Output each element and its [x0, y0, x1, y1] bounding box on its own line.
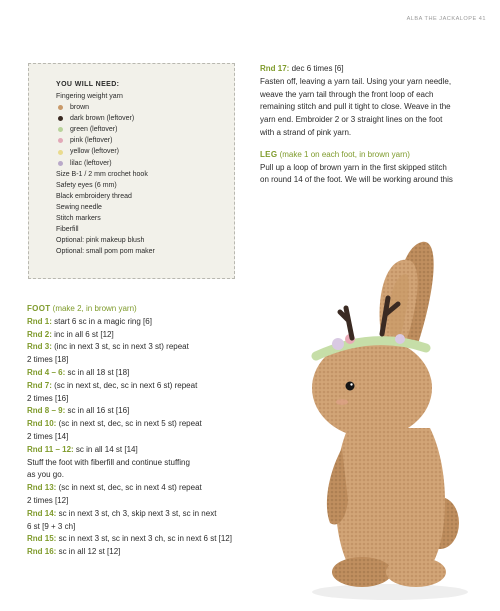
- instruction-line: [27, 457, 245, 470]
- instruction-line: [27, 367, 245, 380]
- instruction-line: [27, 495, 245, 508]
- yarn-label: pink (leftover): [70, 137, 113, 145]
- eye: [346, 382, 355, 391]
- round-label: Rnd 8 – 9:: [27, 406, 66, 416]
- instruction-text: (sc in next st, dec, sc in next 5 st) repeat: [56, 419, 202, 429]
- supply-item: Safety eyes (6 mm): [56, 181, 117, 189]
- supply-item: Black embroidery thread: [56, 192, 132, 200]
- foot-heading: [27, 303, 245, 316]
- round-label: Rnd 4 – 6:: [27, 367, 66, 377]
- materials-title: YOU WILL NEED:: [56, 81, 120, 88]
- right-column: [260, 63, 486, 187]
- round-label: Rnd 17:: [260, 64, 290, 73]
- yarn-list: [56, 102, 234, 169]
- round-label: Rnd 3:: [27, 342, 52, 352]
- instruction-line: [27, 444, 245, 457]
- yarn-label: yellow (leftover): [70, 148, 120, 156]
- instruction-text: 6 st [9 + 3 ch]: [27, 521, 76, 531]
- instruction-text: as you go.: [27, 470, 64, 480]
- leg-heading: [260, 149, 486, 162]
- paragraph-line: Fasten off, leaving a yarn tail. Using your yarn needle,: [260, 76, 452, 86]
- rnd-17-line: [260, 63, 486, 76]
- fasten-off-paragraph: [260, 76, 486, 140]
- yarn-item: [56, 124, 234, 135]
- yarn-label: brown: [70, 104, 90, 112]
- instruction-text: (inc in next 3 st, sc in next 3 st) repeat: [51, 342, 189, 352]
- instruction-line: [27, 316, 245, 329]
- yarn-label: dark brown (leftover): [70, 115, 135, 123]
- supply-item: Optional: pink makeup blush: [56, 237, 145, 245]
- round-label: Rnd 16:: [27, 547, 57, 557]
- round-label: Rnd 14:: [27, 508, 57, 518]
- body: [335, 428, 445, 568]
- instruction-text: sc in all 12 st [12]: [56, 547, 121, 557]
- left-antler: [340, 308, 352, 338]
- yarn-item: [56, 135, 234, 146]
- instruction-line: [27, 405, 245, 418]
- floor-shadow: [312, 584, 468, 600]
- supply-item: Fiberfill: [56, 226, 79, 234]
- instruction-text: 2 times [16]: [27, 393, 69, 403]
- instruction-text: Stuff the foot with fiberfill and continue stuffing: [27, 457, 190, 467]
- instruction-line: [27, 482, 245, 495]
- instruction-line: [27, 329, 245, 342]
- round-label: Rnd 11 – 12:: [27, 444, 74, 454]
- paragraph-line: on round 14 of the foot. We will be working around this: [260, 175, 453, 185]
- paragraph-line: remaining stitch and pull it tight to close. Weave in the: [260, 102, 451, 112]
- instruction-line: [27, 354, 245, 367]
- left-foot: [332, 557, 392, 587]
- supply-item: Size B-1 / 2 mm crochet hook: [56, 170, 148, 178]
- color-dot-icon: [58, 127, 63, 132]
- round-text: dec 6 times [6]: [289, 64, 344, 73]
- instruction-text: (sc in next st, dec, sc in next 6 st) repeat: [51, 380, 198, 390]
- round-label: Rnd 13:: [27, 483, 57, 493]
- round-label: Rnd 2:: [27, 329, 52, 339]
- supplies-list: [56, 169, 234, 258]
- color-dot-icon: [58, 116, 63, 121]
- leg-paragraph: [260, 162, 486, 188]
- instruction-line: [27, 546, 245, 559]
- foot-title: FOOT: [27, 304, 51, 313]
- supply-item: Sewing needle: [56, 203, 102, 211]
- paragraph-line: Pull up a loop of brown yarn in the first skipped stitch: [260, 162, 447, 172]
- running-header: ALBA THE JACKALOPE 41: [406, 16, 486, 22]
- yarn-label: lilac (leftover): [70, 159, 112, 167]
- round-label: Rnd 7:: [27, 380, 52, 390]
- instruction-line: [27, 469, 245, 482]
- instruction-line: [27, 341, 245, 354]
- instruction-line: [27, 393, 245, 406]
- instruction-text: sc in all 14 st [14]: [73, 444, 138, 454]
- yarn-item: [56, 158, 234, 169]
- round-label: Rnd 15:: [27, 534, 57, 544]
- yarn-label: green (leftover): [70, 126, 118, 134]
- round-label: Rnd 1:: [27, 316, 52, 326]
- supply-item: Optional: small pom pom maker: [56, 248, 155, 256]
- yarn-item: [56, 146, 234, 157]
- instruction-text: sc in all 16 st [16]: [65, 406, 130, 416]
- foot-section: [27, 303, 245, 559]
- instruction-text: (sc in next st, dec, sc in next 4 st) repeat: [56, 483, 202, 493]
- instruction-line: [27, 533, 245, 546]
- instruction-line: [27, 508, 245, 521]
- right-foot: [386, 557, 446, 587]
- yarn-item: [56, 102, 234, 113]
- instruction-text: sc in all 18 st [18]: [65, 367, 130, 377]
- foot-subtitle: (make 2, in brown yarn): [52, 304, 137, 313]
- crochet-jackalope-photo: [290, 238, 490, 608]
- instruction-line: [27, 380, 245, 393]
- leg-subtitle: (make 1 on each foot, in brown yarn): [279, 149, 410, 159]
- instruction-line: [27, 431, 245, 444]
- color-dot-icon: [58, 161, 63, 166]
- paragraph-line: yarn end. Embroider 2 or 3 straight lines on the foot: [260, 115, 443, 125]
- color-dot-icon: [58, 138, 63, 143]
- yarn-item: [56, 113, 234, 124]
- color-dot-icon: [58, 105, 63, 110]
- instruction-text: sc in next 3 st, ch 3, skip next 3 st, sc in next: [56, 508, 217, 518]
- instruction-text: 2 times [12]: [27, 495, 69, 505]
- paragraph-line: with a strand of pink yarn.: [260, 127, 352, 137]
- paragraph-line: weave the yarn tail through the front loop of each: [260, 89, 434, 99]
- supply-item: Stitch markers: [56, 215, 101, 223]
- instruction-line: [27, 418, 245, 431]
- instruction-text: start 6 sc in a magic ring [6]: [51, 316, 152, 326]
- instruction-text: inc in all 6 st [12]: [51, 329, 114, 339]
- yarn-heading: Fingering weight yarn: [56, 93, 123, 100]
- color-dot-icon: [58, 150, 63, 155]
- leg-title: LEG: [260, 149, 278, 159]
- instruction-text: 2 times [14]: [27, 431, 69, 441]
- instruction-text: 2 times [18]: [27, 355, 69, 365]
- materials-box: [28, 63, 235, 279]
- round-label: Rnd 10:: [27, 419, 57, 429]
- instruction-line: [27, 521, 245, 534]
- foot-instructions: [27, 316, 245, 559]
- instruction-text: sc in next 3 st, sc in next 3 ch, sc in next 6 st [12]: [56, 534, 232, 544]
